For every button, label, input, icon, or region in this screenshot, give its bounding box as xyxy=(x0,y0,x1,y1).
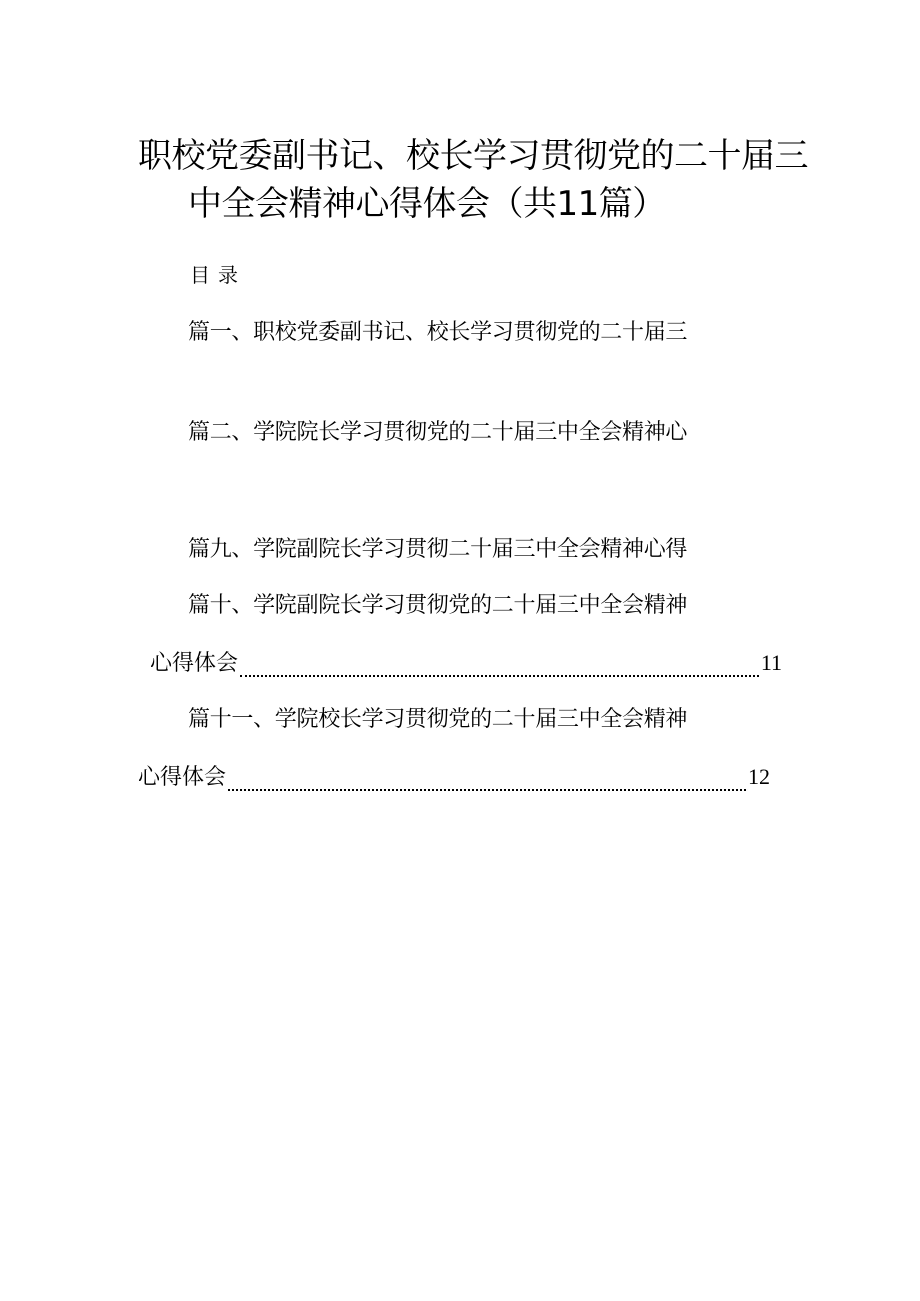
toc-entry-11[interactable]: 篇十一、学院校长学习贯彻党的二十届三中全会精神 xyxy=(188,707,688,732)
toc-entry-9[interactable]: 篇九、学院副院长学习贯彻二十届三中全会精神心得 xyxy=(188,537,688,562)
toc-heading: 目录 xyxy=(190,263,246,287)
toc-page-number-10: 11 xyxy=(760,650,782,675)
toc-entry-11-continuation[interactable] xyxy=(138,762,770,792)
toc-dot-leader xyxy=(228,771,746,791)
toc-entry-2[interactable]: 篇二、学院院长学习贯彻党的二十届三中全会精神心 xyxy=(188,420,688,445)
toc-dot-leader xyxy=(240,657,759,677)
toc-entry-10-cont-text: 心得体会 xyxy=(150,651,239,676)
document-title-line-2: 中全会精神心得体会（共11篇） xyxy=(188,184,666,224)
toc-entry-1[interactable]: 篇一、职校党委副书记、校长学习贯彻党的二十届三 xyxy=(188,320,688,345)
toc-page-number-11: 12 xyxy=(748,764,770,789)
toc-entry-10-continuation[interactable] xyxy=(150,648,782,678)
toc-entry-10[interactable]: 篇十、学院副院长学习贯彻党的二十届三中全会精神 xyxy=(188,593,688,618)
toc-entry-11-cont-text: 心得体会 xyxy=(138,765,227,790)
document-title-line-1: 职校党委副书记、校长学习贯彻党的二十届三 xyxy=(138,136,808,176)
